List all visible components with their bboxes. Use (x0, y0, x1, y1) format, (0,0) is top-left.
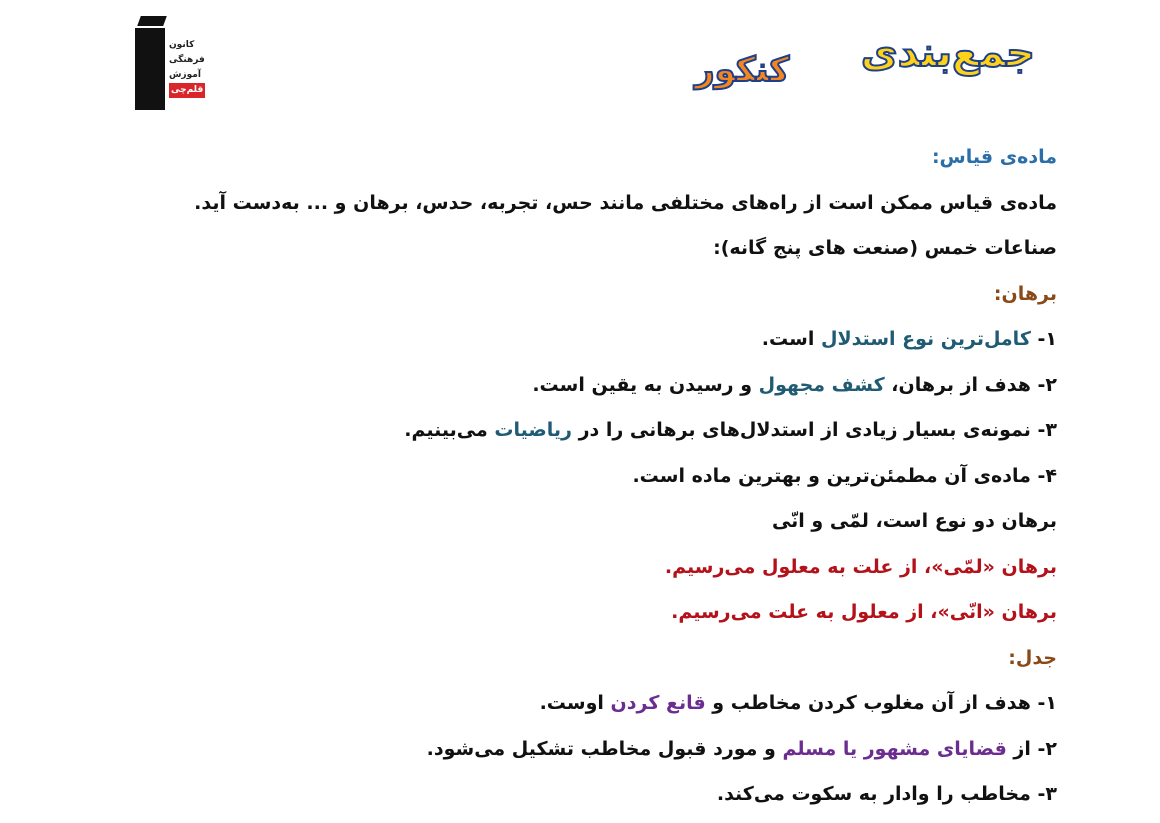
item-text: است. (761, 328, 821, 350)
item-text: ۲- از (1006, 737, 1057, 760)
item-text: ۱- هدف از آن مغلوب کردن مخاطب و (705, 692, 1057, 714)
section-title-qiyas: ماده‌ی قیاس: (931, 146, 1057, 168)
graduation-cap-icon (137, 16, 167, 26)
jadal-item-3: ۳- مخاطب را وادار به سکوت می‌کند. (716, 783, 1057, 805)
highlight-text: کشف مجهول (758, 373, 885, 396)
item-text: و مورد قبول مخاطب تشکیل می‌شود. (426, 737, 783, 760)
item-text: ۲- هدف از برهان، (884, 373, 1057, 396)
item-number: ۱- (1030, 328, 1057, 350)
section-title-burhan: برهان: (993, 282, 1057, 305)
burhan-types: برهان دو نوع است، لمّی و انّی (771, 510, 1057, 532)
logo-line-3: آموزش (169, 70, 201, 80)
highlight-text: قضایای مشهور یا مسلم (782, 737, 1007, 760)
item-text: و رسیدن به یقین است. (532, 373, 759, 396)
brand-word-1: جمع‌بندی (860, 30, 1035, 76)
graduate-figure-icon (135, 28, 165, 110)
kanoon-logo (135, 10, 207, 110)
logo-line-1: کانون (169, 40, 195, 50)
burhan-item-3 (127, 413, 1057, 459)
logo-line-4: قلم‌چی (169, 83, 205, 98)
brand-logo (695, 28, 1045, 100)
highlight-text: قانع کردن (610, 692, 706, 714)
section-title-jadal: جدل: (1008, 646, 1057, 669)
logo-line-2: فرهنگی (169, 55, 205, 65)
burhan-item-1 (127, 322, 1057, 368)
paragraph-qiyas-source: ماده‌ی قیاس ممکن است از راه‌های مختلفی مانند حس، تجربه، حدس، برهان و ... به‌دست آید. (194, 191, 1057, 214)
jadal-item-1 (127, 686, 1057, 732)
kanoon-logo-text (169, 38, 207, 98)
item-text: می‌بینیم. (404, 419, 495, 441)
burhan-item-4: ۴- ماده‌ی آن مطمئن‌ترین و بهترین ماده است. (632, 464, 1057, 487)
burhan-inni: برهان «انّی»، از معلول به علت می‌رسیم. (671, 601, 1057, 623)
jadal-item-2 (127, 732, 1057, 778)
burhan-item-2 (127, 368, 1057, 414)
item-text: اوست. (539, 692, 611, 714)
document-body (127, 140, 1057, 823)
brand-word-2: کنکور (695, 50, 790, 90)
highlight-text: کامل‌ترین نوع استدلال (820, 328, 1031, 350)
item-text: ۳- نمونه‌ی بسیار زیادی از استدلال‌های برهانی را در (571, 419, 1057, 441)
page-header (0, 0, 1160, 120)
burhan-limmi: برهان «لمّی»، از علت به معلول می‌رسیم. (664, 555, 1057, 578)
paragraph-sanaat-khams: صناعات خمس (صنعت های پنج گانه): (713, 237, 1057, 259)
highlight-text: ریاضیات (494, 419, 572, 441)
